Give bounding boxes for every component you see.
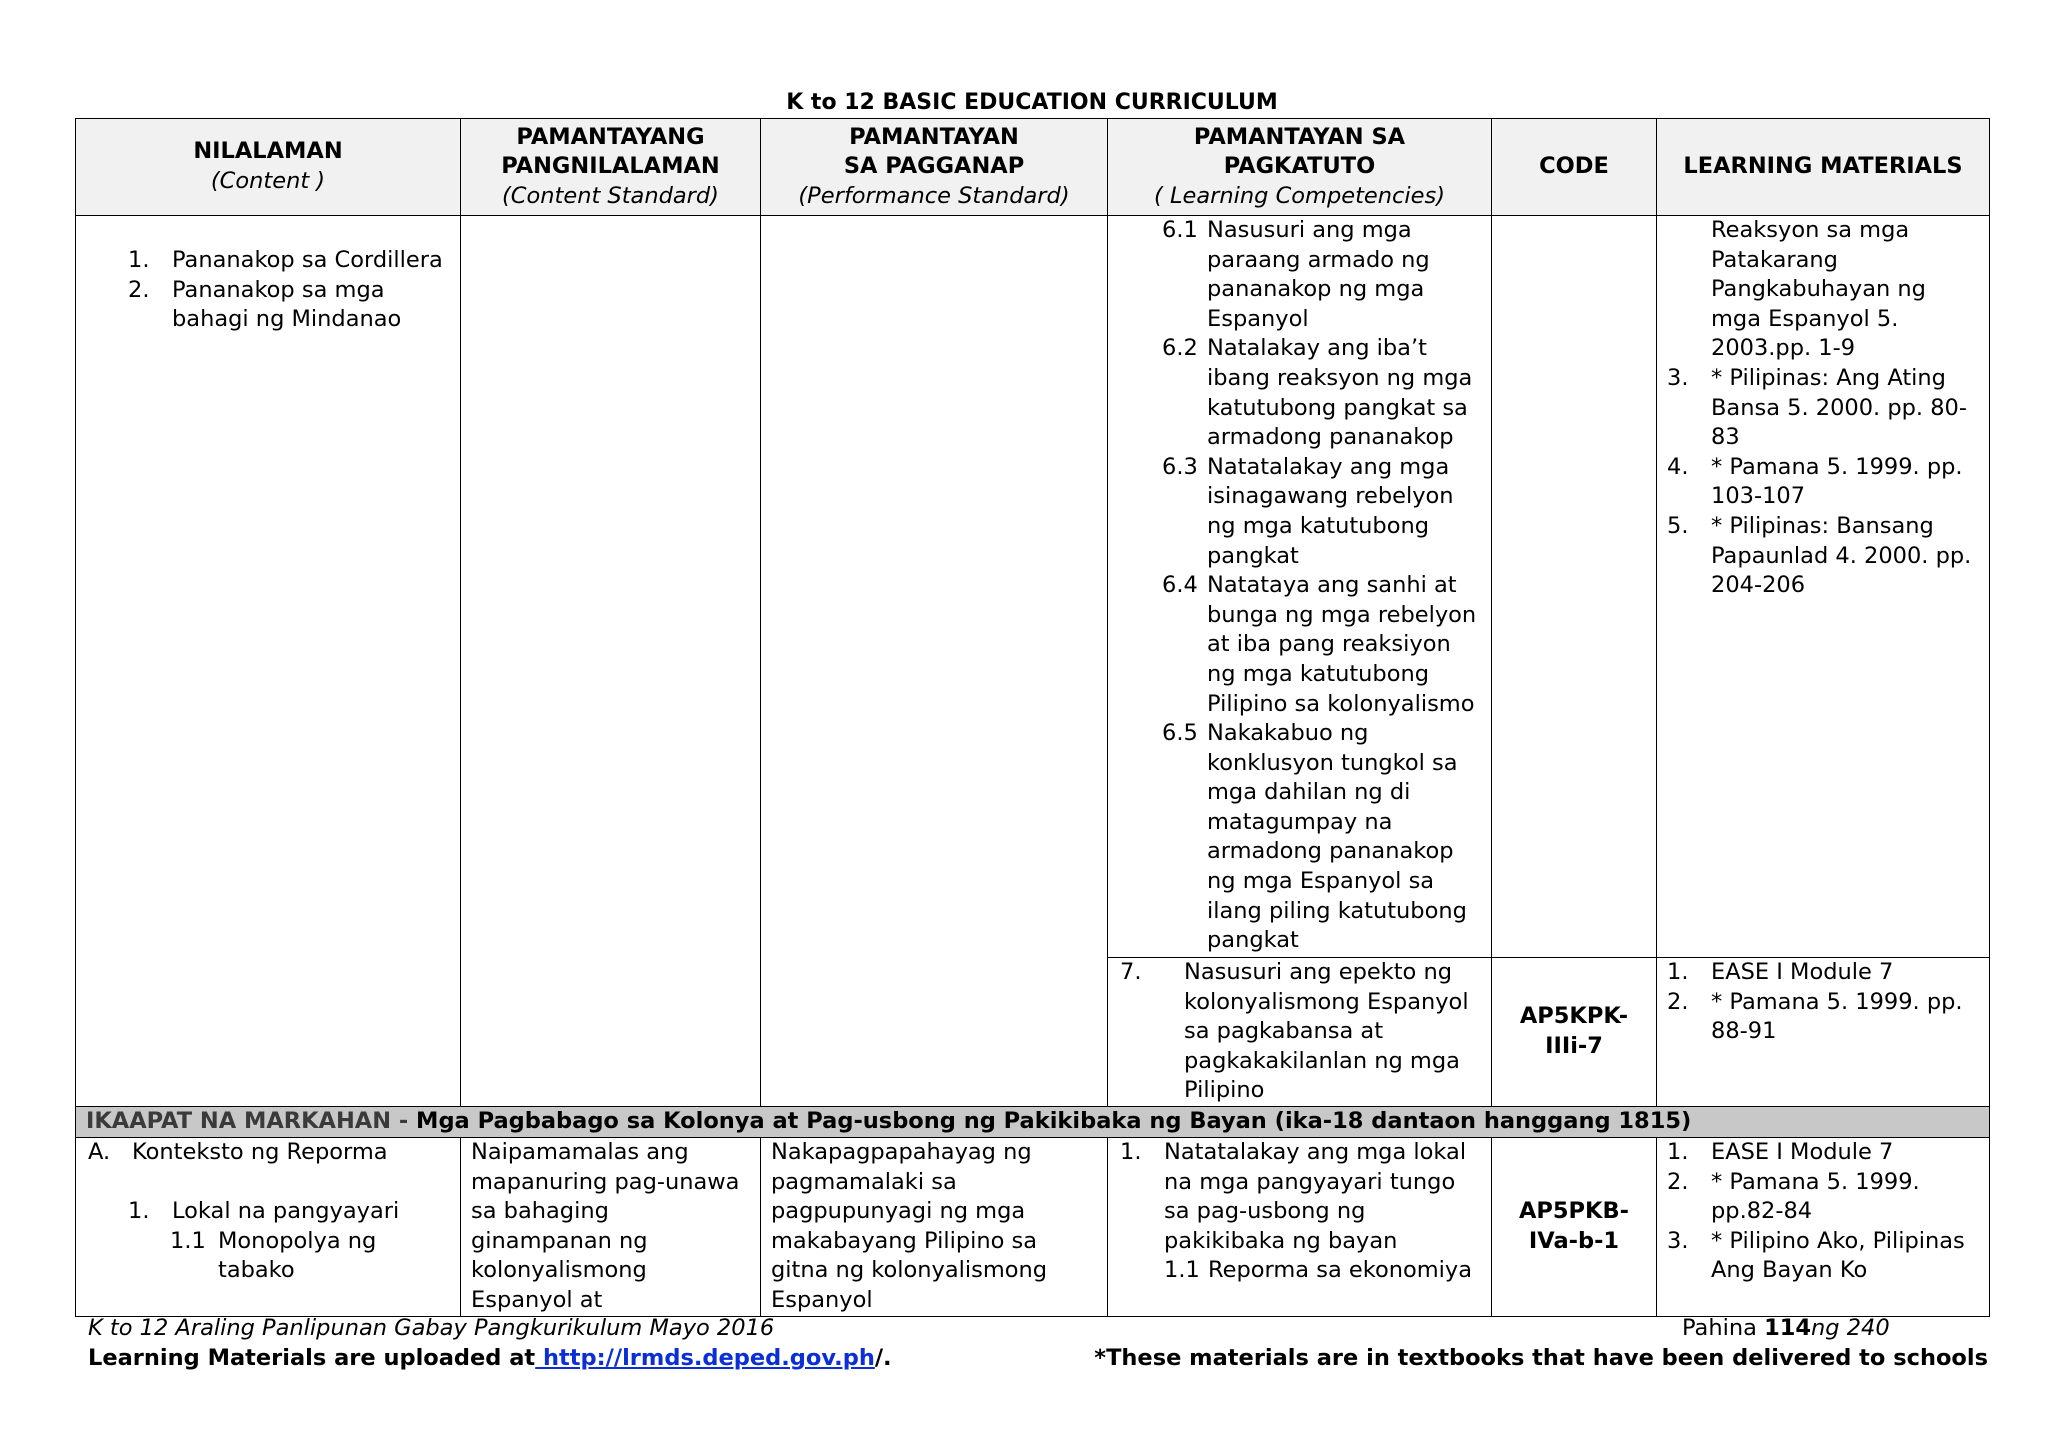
list-item: 1.1 Monopolya ng tabako	[170, 1227, 377, 1284]
code-cell: AP5PKB- IVa-b-1	[1492, 1138, 1657, 1317]
table-row	[76, 216, 1990, 958]
footer-uploaded-note: Learning Materials are uploaded at http://lrmds.deped.gov.ph/.	[88, 1345, 892, 1371]
list-item: 4. * Pamana 5. 1999. pp. 103-107	[1667, 453, 1963, 510]
footer-textbook-note: *These materials are in textbooks that have been delivered to schools	[1094, 1345, 1988, 1371]
list-item: 2. Pananakop sa mga bahagi ng Mindanao	[128, 276, 402, 333]
materials-cell	[1657, 958, 1990, 1107]
list-item: 1. Natatalakay ang mga lokal na mga pangyayari tungo sa pag-usbong ng pakikibaka ng bayan	[1120, 1139, 1467, 1254]
quarter-header-row	[76, 1107, 1990, 1138]
header-performance-standard: PAMANTAYAN SA PAGGANAP (Performance Standard)	[761, 119, 1108, 216]
footer-page-number: Pahina 114ng 240	[1682, 1315, 1890, 1341]
header-content: NILALAMAN (Content )	[76, 119, 461, 216]
quarter-header: IKAAPAT NA MARKAHAN - Mga Pagbabago sa Kolonya at Pag-usbong ng Pakikibaka ng Bayan (ika-18 dantaon hanggang 1815)	[76, 1107, 1990, 1138]
list-item: 1. Lokal na pangyayari	[128, 1198, 400, 1225]
list-item: 1.1 Reporma sa ekonomiya	[1164, 1257, 1473, 1284]
header-content-standard: PAMANTAYANG PANGNILALAMAN (Content Standard)	[461, 119, 761, 216]
list-item: 3. * Pilipinas: Ang Ating Bansa 5. 2000. pp. 80-83	[1667, 364, 1967, 451]
page-title: K to 12 BASIC EDUCATION CURRICULUM	[786, 90, 1278, 115]
competencies-cell	[1108, 958, 1492, 1107]
list-item: 2. * Pamana 5. 1999. pp. 88-91	[1667, 988, 1963, 1045]
performance-standard-cell	[761, 216, 1108, 1107]
list-item: 6.5 Nakakabuo ng konklusyon tungkol sa mga dahilan ng di matagumpay na armadong pananakop ng mga Espanyol sa ilang piling katutubong pangkat	[1162, 720, 1467, 954]
list-item: 6.2 Natalakay ang iba’t ibang reaksyon ng mga katutubong pangkat sa armadong pananakop	[1162, 335, 1473, 451]
list-item: 6.1 Nasusuri ang mga paraang armado ng pananakop ng mga Espanyol	[1162, 217, 1430, 332]
header-code: CODE	[1492, 119, 1657, 216]
code-cell: AP5KPK- IIIi-7	[1492, 958, 1657, 1107]
list-item: 5. * Pilipinas: Bansang Papaunlad 4. 2000. pp. 204-206	[1667, 512, 1972, 599]
content-standard-cell	[461, 216, 761, 1107]
list-item: 2. * Pamana 5. 1999. pp.82-84	[1667, 1168, 1920, 1225]
competencies-cell	[1108, 1138, 1492, 1317]
footer-guide-title: K to 12 Araling Panlipunan Gabay Pangkurikulum Mayo 2016	[88, 1315, 775, 1341]
header-learning-competencies: PAMANTAYAN SA PAGKATUTO ( Learning Competencies)	[1108, 119, 1492, 216]
list-item: 1. EASE I Module 7	[1667, 959, 1894, 985]
list-item: 6.4 Natataya ang sanhi at bunga ng mga rebelyon at iba pang reaksiyon ng mga katutubong Pilipino sa kolonyalismo	[1162, 572, 1477, 717]
content-standard-cell: Naipamamalas ang mapanuring pag-unawa sa bahaging ginampanan ng kolonyalismong Espanyol at	[461, 1138, 761, 1317]
list-item: 1. Pananakop sa Cordillera	[128, 247, 443, 273]
header-row	[76, 119, 1990, 216]
competencies-cell	[1108, 216, 1492, 958]
curriculum-table	[75, 118, 1990, 1317]
list-item: 7. Nasusuri ang epekto ng kolonyalismong Espanyol sa pagkabansa at pagkakakilanlan ng mga Pilipino	[1120, 959, 1469, 1104]
header-learning-materials: LEARNING MATERIALS	[1657, 119, 1990, 216]
materials-cell	[1657, 1138, 1990, 1317]
table-row	[76, 1138, 1990, 1317]
content-cell	[76, 216, 461, 1107]
list-item: 1. EASE I Module 7	[1667, 1139, 1894, 1165]
list-item: A. Konteksto ng Reporma	[88, 1139, 388, 1165]
performance-standard-cell: Nakapagpapahayag ng pagmamalaki sa pagpupunyagi ng mga makabayang Pilipino sa gitna ng kolonyalismong Espanyol	[761, 1138, 1108, 1317]
code-cell-empty	[1492, 216, 1657, 958]
materials-cell: Reaksyon sa mga Patakarang Pangkabuhayan ng mga Espanyol 5. 2003.pp. 1-9 3. * Pilipinas: Ang Ating Bansa 5. 2000. pp. 80-83 4. * Pamana 5. 1999. pp. 103-107 5. * Pilipinas: Bansang Papaunlad 4. 2000. pp. 204-206	[1657, 216, 1990, 958]
list-item: 3. * Pilipino Ako, Pilipinas Ang Bayan Ko	[1667, 1227, 1965, 1284]
lrmds-link[interactable]: http://lrmds.deped.gov.ph	[535, 1345, 875, 1371]
list-item: 6.3 Natatalakay ang mga isinagawang rebelyon ng mga katutubong pangkat	[1162, 453, 1454, 569]
content-cell	[76, 1138, 461, 1317]
